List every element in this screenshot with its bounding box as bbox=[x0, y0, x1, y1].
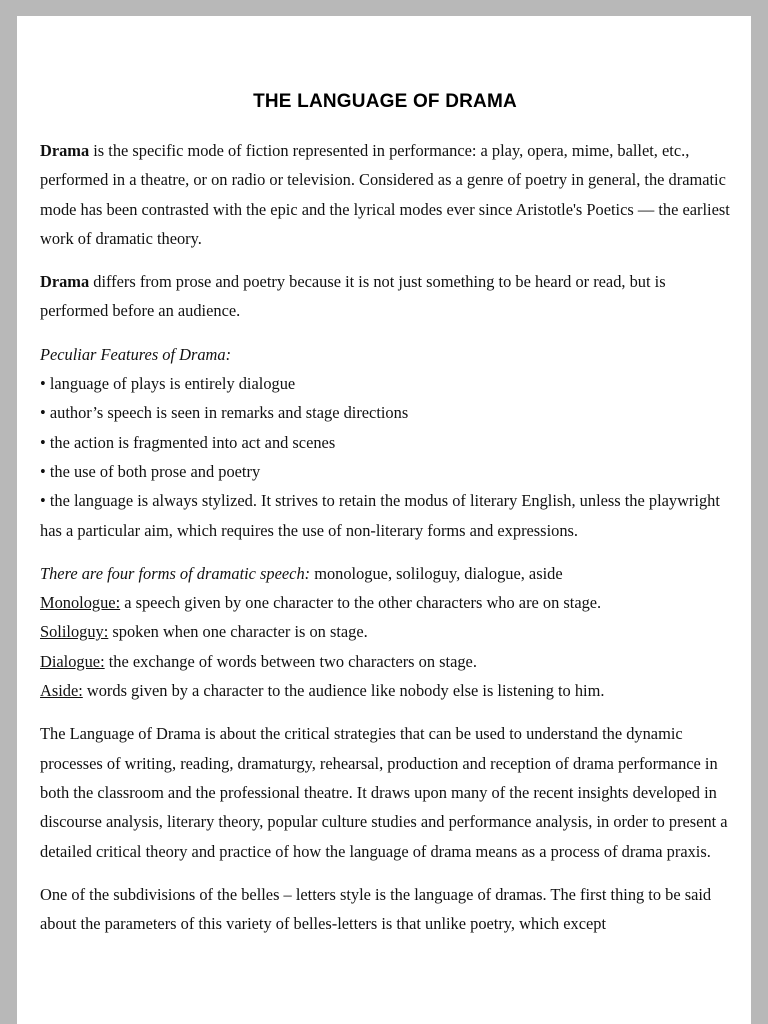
paragraph-language-of-drama: The Language of Drama is about the critical strategies that can be used to understand the dynamic processes of writing, reading, dramaturgy, rehearsal, production and reception of drama performance in both the classroom and the professional theatre. It draws upon many of the recent insights developed in discourse analysis, literary theory, popular culture studies and performance analysis, in order to present a detailed critical theory and practice of how the language of drama means as a process of drama praxis. bbox=[40, 724, 728, 861]
paragraph-text: differs from prose and poetry because it is not just something to be heard or read, but is performed before an audience. bbox=[40, 272, 666, 321]
definition-text: the exchange of words between two characters on stage. bbox=[104, 651, 477, 671]
feature-item: • language of plays is entirely dialogue bbox=[40, 369, 730, 398]
term-drama: Drama bbox=[40, 141, 90, 160]
speech-forms-intro-label: There are four forms of dramatic speech: bbox=[40, 563, 311, 583]
document-body bbox=[40, 88, 730, 952]
definition-term: Aside: bbox=[40, 681, 83, 701]
speech-forms-list: monologue, soliloguy, dialogue, aside bbox=[310, 563, 563, 583]
definition-term: Dialogue: bbox=[40, 651, 105, 671]
definition-soliloguy bbox=[40, 617, 730, 646]
document-title: THE LANGUAGE OF DRAMA bbox=[253, 91, 517, 112]
speech-forms-section bbox=[40, 559, 730, 705]
feature-item: • the language is always stylized. It strives to retain the modus of literary English, unless the playwright has a particular aim, which requires the use of non-literary forms and expressions. bbox=[40, 486, 730, 545]
term-drama: Drama bbox=[40, 272, 90, 292]
definition-aside bbox=[40, 676, 730, 705]
definition-term: Soliloguy: bbox=[40, 622, 109, 642]
paragraph-belles-letters: One of the subdivisions of the belles – letters style is the language of dramas. The first thing to be said about the parameters of this variety of belles-letters is that unlike poetry, which except bbox=[40, 884, 712, 934]
document-page bbox=[17, 16, 751, 1024]
speech-forms-intro bbox=[40, 559, 730, 588]
definition-term: Monologue: bbox=[40, 593, 121, 613]
paragraph-text: is the specific mode of fiction represented in performance: a play, opera, mime, ballet, etc., performed in a theatre, or on radio or television. Considered as a genre of poetry in general, the dramatic mode has been contrasted with the epic and the lyrical modes ever since Aristotle's Poetics — the earliest work of dramatic theory. bbox=[40, 141, 730, 248]
definition-monologue bbox=[40, 588, 730, 617]
paragraph-drama-definition bbox=[40, 136, 730, 253]
paragraph-drama-difference bbox=[40, 267, 730, 326]
feature-item: • the use of both prose and poetry bbox=[40, 457, 730, 486]
definition-dialogue bbox=[40, 647, 730, 676]
features-heading: Peculiar Features of Drama: bbox=[40, 344, 232, 364]
definition-text: words given by a character to the audience like nobody else is listening to him. bbox=[82, 681, 605, 701]
feature-item: • author’s speech is seen in remarks and stage directions bbox=[40, 398, 730, 427]
definition-text: spoken when one character is on stage. bbox=[108, 622, 368, 642]
features-section bbox=[40, 340, 730, 545]
definition-text: a speech given by one character to the other characters who are on stage. bbox=[120, 593, 602, 613]
feature-item: • the action is fragmented into act and scenes bbox=[40, 428, 730, 457]
